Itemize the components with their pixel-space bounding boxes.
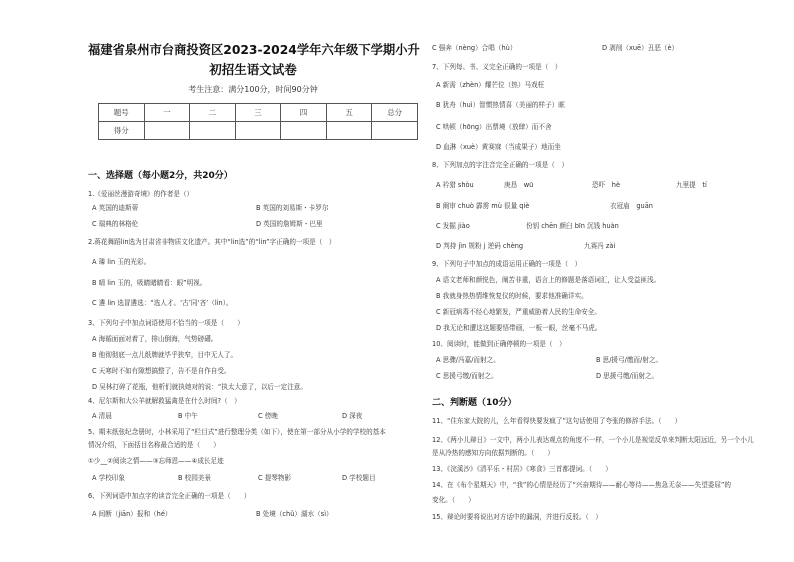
q4-option-b: B 中午 [178, 412, 198, 420]
question-15: 15、辩论时要将说出对方话中的漏洞，并进行反驳。（ ） [432, 513, 602, 521]
q10-option-a: A 思骤/冯嘉/而射之。 [436, 356, 500, 364]
q2-option-a: A 璘 lin 玉的光彩。 [92, 258, 151, 266]
score-header-cell: 四 [281, 104, 327, 122]
question-2: 2.蒋花舞蹈lin选为甘肃省非物质文化遗产。其中“lin选”的“lin”字正确的一项是（ ） [88, 238, 336, 246]
q8-option-a: A 衿猎 shòu [436, 181, 474, 189]
q3-option-a: A 海循面面对着了，排山倒海，气势磅礴。 [92, 335, 218, 343]
question-13: 13、《浣溪沙》《清平乐・村居》《寒食》三首都提词。（ ） [432, 465, 612, 473]
q9-option-d: D 我无论和遭这这题要悟带画，一板一眼，丝毫不马虎。 [436, 324, 602, 332]
question-1: 1.《爱丽丝漫游奇境》的作者是（） [88, 190, 194, 198]
q6-option-d: D 剥削（xuē）丑恶（è） [602, 44, 679, 52]
question-10: 10、阅读时，能做到正确停顿的一项是（ ） [432, 340, 566, 348]
q1-option-b: B 英国的刘易斯・卡罗尔 [256, 204, 329, 212]
q8-option-a-4: 九里提 tí [676, 181, 707, 189]
question-5: 5、期末纸张纪念册时，小林采用了“栏目式”进行整理分类（如下），使在第一部分从小学的学校的基本 [88, 428, 386, 436]
score-cell [144, 122, 190, 140]
q7-option-d: D 血淋（xuè）黄赛寐（当成果子）地而坐 [436, 143, 561, 151]
question-8: 8、下列加点的字注音完全正确的一项是（ ） [432, 161, 569, 169]
q5-option-b: B 校园美景 [178, 474, 211, 482]
q8-option-d: D 判持 jìn 规粉 j 逆码 chèng [436, 242, 524, 250]
q7-option-a: A 新需（zhèn）耀芒位（热）马戏枉 [436, 81, 545, 89]
q10-option-d: D 思援弓缴/而射之。 [596, 372, 659, 380]
q8-option-a-3: 恐吓 hè [592, 181, 621, 189]
q3-option-b: B 他彻彻底一点儿纸牌就毕乎狭窄，目中无人了。 [92, 351, 238, 359]
section1-heading: 一、选择题（每小题2分，共20分） [88, 171, 233, 181]
score-header-cell: 一 [144, 104, 190, 122]
question-6: 6、下列词语中加点字的读音完全正确的一项是（ ） [88, 492, 251, 500]
q5-option-d: D 学校题目 [342, 474, 376, 482]
q8-option-a-2: 庚恳 wū [504, 181, 534, 189]
score-table [98, 103, 418, 140]
score-row-label: 得分 [99, 122, 145, 140]
q2-option-c: C 遴 lin 选冒遴选：“选人才。‘古’同‘吝’（lin）。 [92, 299, 233, 307]
exam-notice: 考生注意：满分100分，时间90分钟 [188, 85, 318, 94]
q8-option-c: C 发掘 jiào [436, 222, 470, 230]
question-12: 12、《两小儿辩日》一文中，两小儿表达观点的角度不一样，一个小儿是视觉反单来判断太阳远近，另一个小儿 [432, 436, 754, 444]
score-header-cell: 题号 [99, 104, 145, 122]
question-11: 11、“住东家大院的儿，么年看得快要发疯了”这句话使用了夸张的修辞手法。（ ） [432, 417, 682, 425]
q7-option-b: B 犹舟（huì）智惯热情喜（美丽的样子）眶 [436, 101, 565, 109]
q9-option-c: C 新冠病毒不经心地繁发，严重威胁着人民的生命安全。 [436, 308, 601, 316]
q5-option-c: C 提琴物影 [258, 474, 292, 482]
q8-option-b-2: 衣冠庙 guān [610, 202, 653, 210]
score-cell [281, 122, 327, 140]
q4-option-c: C 傍晚 [258, 412, 278, 420]
q6-option-b: B 处境（chǔ）湖水（sì） [256, 510, 333, 518]
q5-option-a: A 学校印象 [92, 474, 125, 482]
score-table-header-row [99, 104, 418, 122]
section2-heading: 二、判断题（10分） [432, 398, 517, 408]
question-14: 14、在《布个星期天》中，“我”的心情是经历了“兴奋期待——耐心等待——焦急无奈——失望委屈”的 [432, 481, 731, 489]
score-table-row [99, 122, 418, 140]
question-4: 4、尼尔斯和大公羊就解救猛禽是在什么时间?（ ） [88, 397, 241, 405]
score-header-cell: 五 [326, 104, 372, 122]
score-cell [326, 122, 372, 140]
question-5-line2: 情况介绍，下面括目名称最合适的是（ ） [88, 441, 220, 449]
score-cell [372, 122, 418, 140]
q6-option-c: C 强奔（nèng）合唱（hù） [432, 44, 517, 52]
score-header-cell: 总分 [372, 104, 418, 122]
q8-option-c-2: 份钥 chēn 颜臼 bīn 沉钱 huàn [526, 222, 619, 230]
q4-option-d: D 深夜 [342, 412, 363, 420]
q4-option-a: A 清晨 [92, 412, 112, 420]
q6-option-a: A 间断（jiān）报和（hé） [92, 510, 172, 518]
score-cell [190, 122, 236, 140]
question-3: 3、下列句子中加点词语使用不恰当的一项是（ ） [88, 319, 244, 327]
q3-option-c: C 天寒时不如有隙想搞整了，告不是自作自受。 [92, 367, 231, 375]
q1-option-d: D 英国的詹姆斯・巴里 [256, 220, 323, 228]
q8-option-d-2: 九赛冯 zài [584, 242, 616, 250]
q2-option-b: B 晴 lin 玉的，吸睛睹睛看：眼”明视。 [92, 279, 207, 287]
q3-option-d: D 吴林打碎了花瓶，他析们就执她对的说：“执太大意了，以后一定注意。 [92, 383, 307, 391]
q1-option-a: A 英国的迪斯蒂 [92, 204, 139, 212]
q9-option-b: B 我就身热热情维恢复仪的时候，要求他准确详实。 [436, 292, 588, 300]
question-9: 9、下列句子中加点的成语运用正确的一项是（ ） [432, 260, 582, 268]
question-7: 7、下列每、书、义完全正确的一项是（ ） [432, 63, 562, 71]
q10-option-b: B 思/援弓/缴而/射之。 [596, 356, 663, 364]
question-12-line2: 是从冷热的感知方向依据判断的。（ ） [432, 449, 554, 457]
score-cell [235, 122, 281, 140]
score-header-cell: 二 [190, 104, 236, 122]
q7-option-c: C 哄顿（hōng）出票境（放肆）而不舍 [436, 123, 552, 131]
q9-option-a: A 语文老师和颜悦色，阐苦非重，语言上的修题是落语词汇，让人受益匪浅。 [436, 276, 661, 284]
exam-title-line1: 福建省泉州市台商投资区2023-2024学年六年级下学期小升 [88, 43, 420, 57]
question-14-line2: 变化。（ ） [432, 496, 475, 504]
q1-option-c: C 瑞典的林格伦 [92, 220, 139, 228]
score-header-cell: 三 [235, 104, 281, 122]
question-5-line3: ①少__②阅读之情——③忘师恩——④成长足迹 [88, 457, 224, 465]
exam-title-line2: 初招生语文试卷 [209, 62, 297, 77]
q10-option-c: C 思援弓缴/而射之。 [436, 372, 498, 380]
q8-option-b: B 阐审 chuò 霹雳 mù 很量 qiè [436, 202, 530, 210]
